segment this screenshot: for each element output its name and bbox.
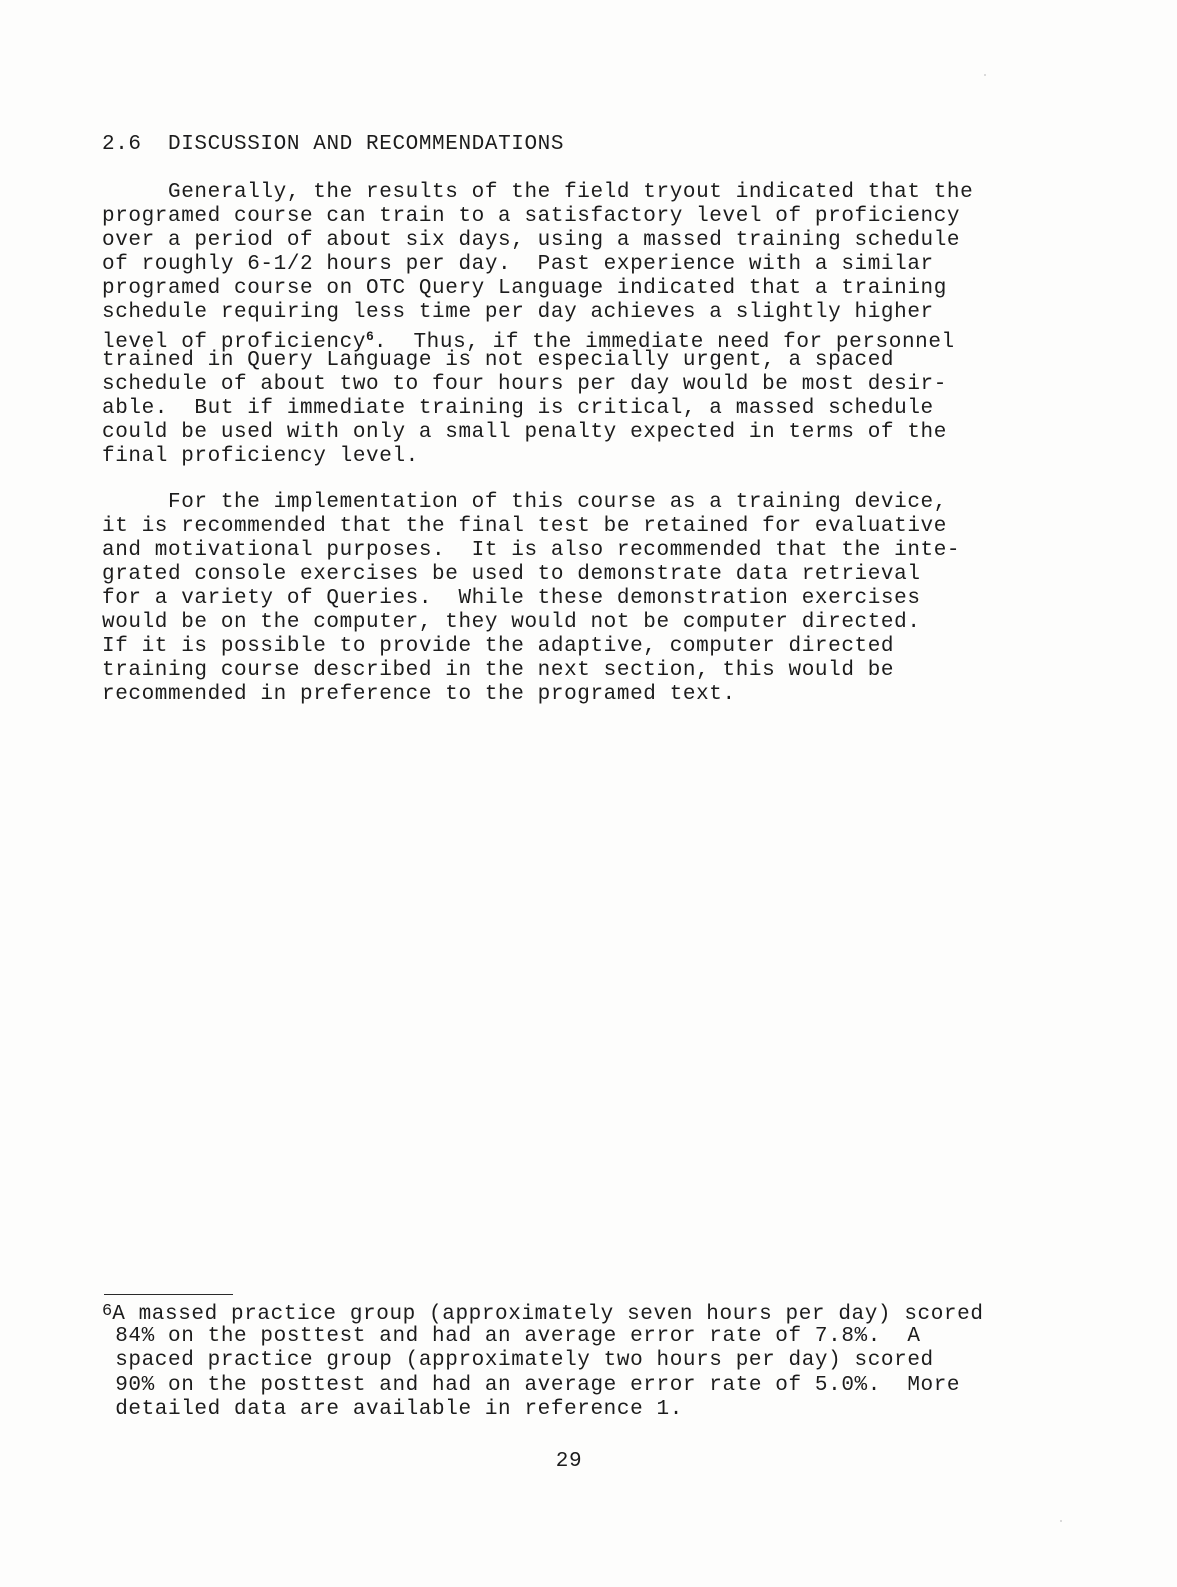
footnote-line [102,1300,1142,1325]
paragraph-discussion [102,181,1102,469]
footnote-divider [104,1294,233,1295]
footnote-line: 84% on the posttest and had an average error rate of 7.8%. A [102,1324,921,1348]
paragraph-line: training course described in the next section, this would be [102,659,895,682]
footnote-line: spaced practice group (approximately two hours per day) scored [102,1349,934,1372]
paragraph-line: would be on the computer, they would not be computer directed. [102,611,921,634]
paragraph-line: programed course can train to a satisfactory level of proficiency [102,205,961,228]
paragraph-line-with-footnote-ref [102,325,1102,354]
section-number: 2.6 [102,133,142,156]
paragraph-line-tail: . Thus, if the immediate need for personnel [373,331,955,354]
footnote-marker: 6 [102,1302,113,1321]
footnote-line: detailed data are available in reference 1. [102,1398,683,1421]
page-number: 29 [555,1450,583,1473]
paragraph-line: schedule requiring less time per day achieves a slightly higher [102,301,934,324]
paragraph-line: schedule of about two to four hours per day would be most desir- [102,373,947,396]
paragraph-recommendations [102,491,1102,707]
paragraph-line: able. But if immediate training is critical, a massed schedule [102,397,934,420]
paragraph-line: it is recommended that the final test be retained for evaluative [102,515,947,538]
footnote-line: 90% on the posttest and had an average error rate of 5.0%. More [102,1373,961,1397]
footnote-line-text: A massed practice group (approximately seven hours per day) scored [112,1303,984,1326]
scan-speck [1060,1520,1062,1522]
section-heading [102,133,564,157]
paragraph-line: For the implementation of this course as a training device, [102,491,947,514]
paragraph-line-head: level of proficiency [102,331,367,354]
paragraph-line: recommended in preference to the programed text. [102,683,736,706]
paragraph-line: for a variety of Queries. While these demonstration exercises [102,587,921,610]
footnote [102,1300,1142,1423]
paragraph-line: final proficiency level. [102,445,419,468]
paragraph-line: could be used with only a small penalty expected in terms of the [102,421,947,444]
paragraph-line: programed course on OTC Query Language indicated that a training [102,277,947,300]
footnote-reference: 6 [366,329,374,344]
paragraph-line: grated console exercises be used to demonstrate data retrieval [102,563,921,586]
section-title: DISCUSSION AND RECOMMENDATIONS [168,133,565,156]
scan-speck [984,74,986,76]
paragraph-line: over a period of about six days, using a massed training schedule [102,229,961,252]
paragraph-line: and motivational purposes. It is also recommended that the inte- [102,539,961,562]
paragraph-line: Generally, the results of the field tryout indicated that the [102,181,974,204]
paragraph-line: If it is possible to provide the adaptive, computer directed [102,635,895,658]
paragraph-line: trained in Query Language is not especially urgent, a spaced [102,349,895,372]
paragraph-line: of roughly 6-1/2 hours per day. Past experience with a similar [102,253,934,276]
